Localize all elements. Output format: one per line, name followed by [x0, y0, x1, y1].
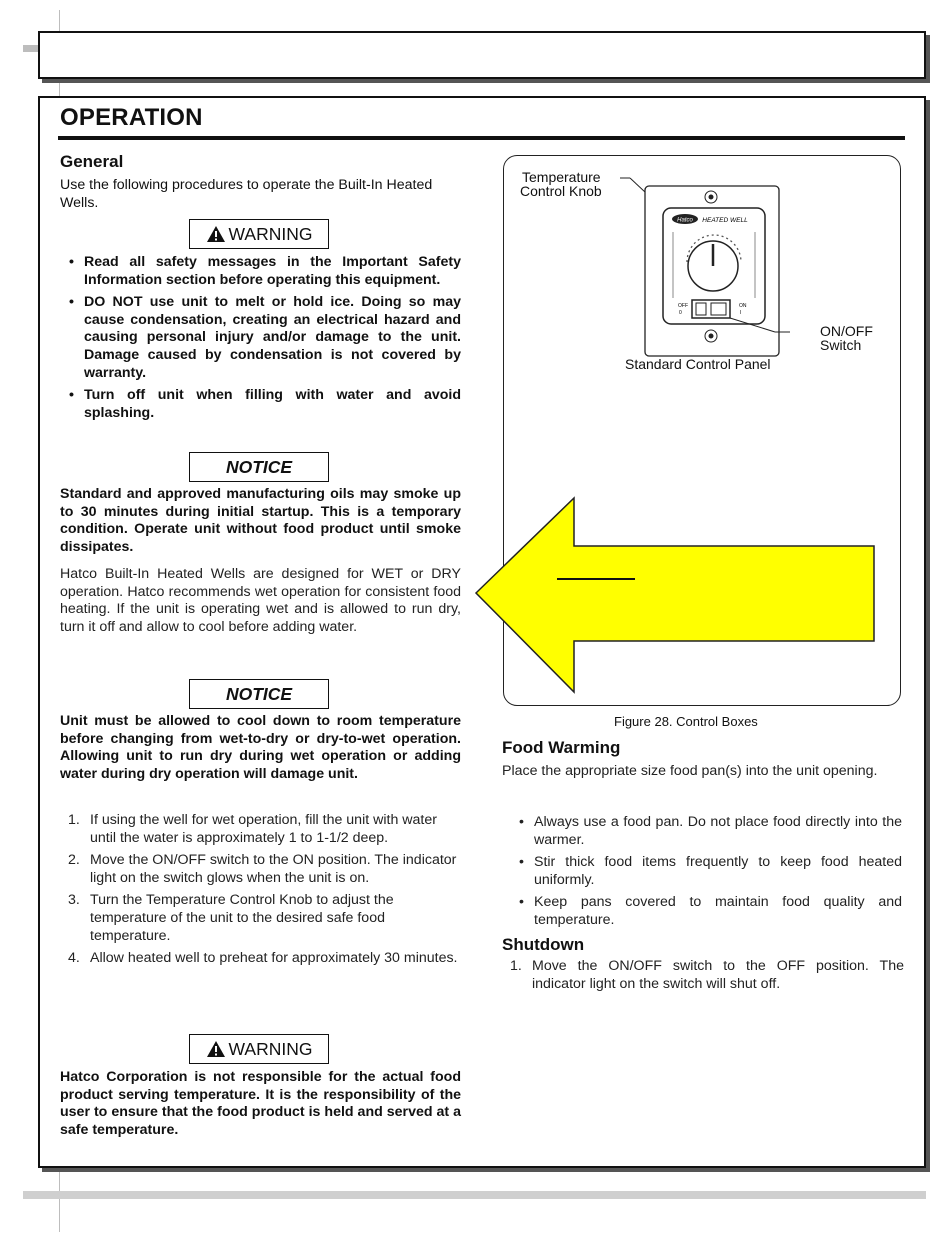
title-rule	[58, 136, 905, 140]
list-item: • Read all safety messages in the Important Safety Information section before operating this equipment.	[60, 254, 461, 289]
notice-label: NOTICE	[225, 457, 293, 477]
list-item: • Keep pans covered to maintain food quality and temperature.	[510, 894, 902, 929]
list-item	[60, 852, 461, 887]
general-heading: General	[60, 152, 124, 171]
panel-brand-text: HEATED WELL	[702, 217, 748, 224]
wet-dry-paragraph: Hatco Built-In Heated Wells are designed for WET or DRY operation. Hatco recommends wet operation for consistent food heating. If the unit is operating wet and is allowed to run dry, turn it off and allow to cool before adding water.	[60, 566, 461, 635]
on-symbol: I	[740, 310, 742, 316]
food-warming-list	[510, 814, 902, 935]
on-label: ON	[739, 303, 747, 309]
step-text: If using the well for wet operation, fill the unit with water until the water is approximately 1 to 1-1/2 deep.	[90, 812, 437, 846]
warning-badge-1	[189, 219, 329, 249]
yellow-arrow	[474, 496, 878, 694]
step-number: 2.	[68, 852, 80, 869]
list-item: • Always use a food pan. Do not place food directly into the warmer.	[510, 814, 902, 849]
list-item: • Stir thick food items frequently to keep food heated uniformly.	[510, 854, 902, 889]
notice-badge-2	[189, 679, 329, 709]
notice-label: NOTICE	[225, 684, 293, 704]
step-number: 3.	[68, 892, 80, 909]
operation-steps	[60, 812, 461, 973]
step-text: Move the ON/OFF switch to the ON position. The indicator light on the switch glows when the unit is on.	[90, 852, 457, 886]
list-item	[60, 812, 461, 847]
warning-triangle-icon	[206, 1040, 226, 1058]
step-text: Turn the Temperature Control Knob to adjust the temperature of the unit to the desired safe food temperature.	[90, 892, 394, 944]
notice-text-1: Standard and approved manufacturing oils may smoke up to 30 minutes during initial startup. This is a temporary condition. Operate unit without food product until smoke dissipates.	[60, 486, 461, 555]
step-number: 1.	[510, 958, 522, 974]
step-number: 1.	[68, 812, 80, 828]
warning-triangle-icon	[206, 225, 226, 243]
general-intro: Use the following procedures to operate the Built-In Heated Wells.	[60, 177, 433, 211]
warning-label: WARNING	[228, 1039, 313, 1059]
food-warming-heading: Food Warming	[502, 738, 621, 757]
label-switch-line1: ON/OFF	[820, 323, 873, 339]
list-item: • Turn off unit when filling with water and avoid splashing.	[60, 387, 461, 422]
notice-badge-1	[189, 452, 329, 482]
warning-text-2: Hatco Corporation is not responsible for the actual food product serving temperature. It is the responsibility of the user to ensure that the food product is held and served at a safe temperature.	[60, 1069, 461, 1138]
control-panel-drawing	[615, 170, 790, 360]
list-item: • DO NOT use unit to melt or hold ice. Doing so may cause condensation, creating an electrical hazard and causing personal injury and/or damage to the unit. Damage caused by condensation is not covered by warranty.	[60, 294, 461, 382]
warning-badge-2	[189, 1034, 329, 1064]
page-header-box	[38, 31, 926, 79]
food-warming-intro: Place the appropriate size food pan(s) into the unit opening.	[502, 763, 878, 779]
list-item	[502, 958, 904, 993]
list-item	[60, 950, 461, 968]
step-text: Move the ON/OFF switch to the OFF position. The indicator light on the switch will shut off.	[532, 958, 904, 992]
brand-logo: Hatco	[677, 217, 693, 224]
shutdown-heading: Shutdown	[502, 935, 585, 954]
label-switch-line2: Switch	[820, 337, 862, 353]
panel-caption: Standard Control Panel	[625, 356, 771, 372]
section-title: OPERATION	[60, 104, 203, 131]
off-symbol: 0	[679, 310, 682, 316]
warning-label: WARNING	[228, 224, 313, 244]
off-label: OFF	[678, 303, 688, 309]
shutdown-steps	[502, 958, 904, 998]
notice-text-2: Unit must be allowed to cool down to room temperature before changing from wet-to-dry or dry-to-wet operation. Allowing unit to run dry during wet operation or adding water during dry operation will damage unit.	[60, 713, 461, 782]
label-knob-line2: Control Knob	[520, 183, 602, 199]
step-number: 4.	[68, 950, 80, 967]
label-knob-line1: Temperature	[522, 169, 601, 185]
warning-list-1	[60, 254, 461, 427]
step-text: Allow heated well to preheat for approximately 30 minutes.	[90, 950, 458, 967]
list-item	[60, 892, 461, 945]
figure-caption: Figure 28. Control Boxes	[614, 714, 758, 729]
margin-guide-bottom	[23, 1191, 926, 1199]
